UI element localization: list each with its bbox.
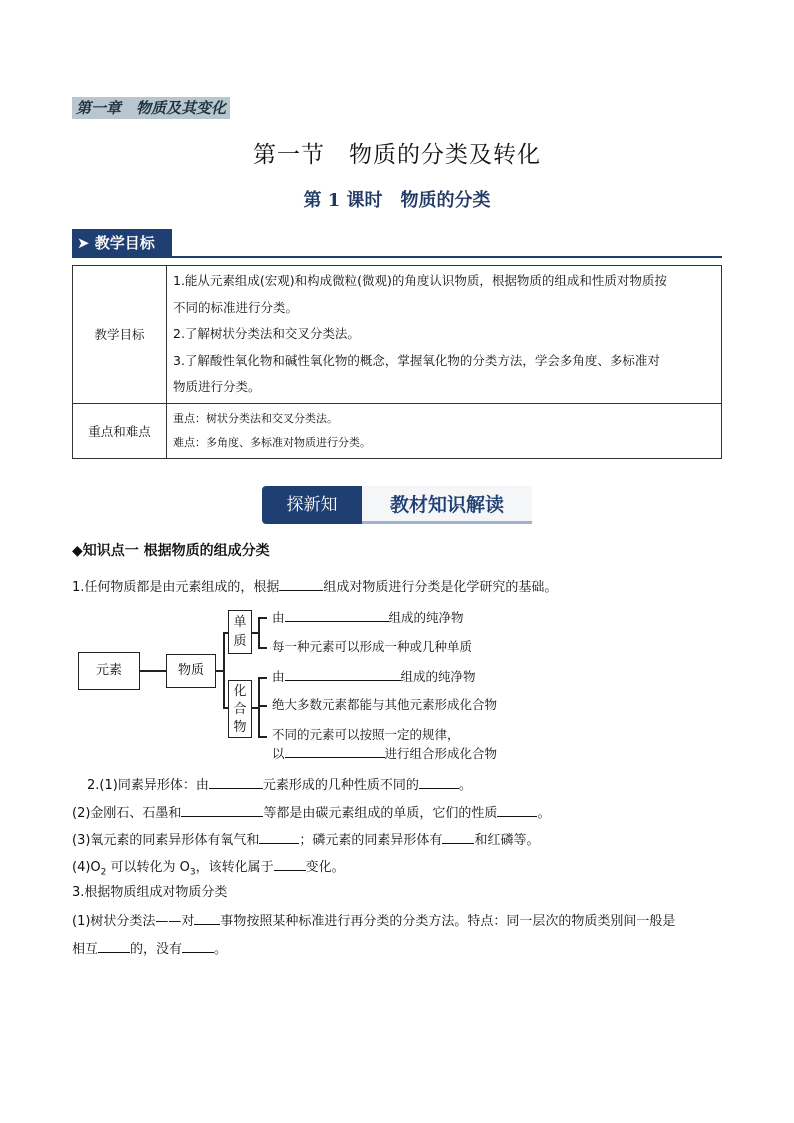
keypoint-line: 重点：树状分类法和交叉分类法。 [173, 411, 338, 425]
text: 的，没有 [130, 942, 183, 957]
connector-line [258, 677, 267, 679]
paragraph-3 [72, 802, 550, 824]
connector-line [258, 677, 260, 737]
text: 元素形成的几种性质不同的 [262, 778, 419, 793]
text: 。 [214, 942, 228, 957]
danzhi-box: 单质 [228, 610, 252, 654]
connector-line [258, 617, 260, 648]
connector-line [258, 647, 267, 649]
paragraph-6: 3.根据物质组成对物质分类 [72, 885, 228, 900]
text: 和红磷等。 [474, 833, 540, 848]
huahewu-rule: 不同的元素可以按照一定的规律， [272, 727, 460, 742]
lesson-title: 第 1 课时 物质的分类 [303, 190, 491, 211]
goals-divider [72, 256, 722, 258]
danzhi-def [272, 608, 464, 627]
keypoints-content [167, 403, 722, 458]
wuzhi-box: 物质 [166, 654, 216, 688]
fill-blank[interactable] [419, 774, 459, 789]
text: 可以转化为 O [106, 860, 190, 875]
fill-blank[interactable] [259, 829, 299, 844]
section-banner [262, 486, 532, 524]
knowledge-point-heading: ◆知识点一 根据物质的组成分类 [72, 543, 270, 559]
objectives-label: 教学目标 [73, 266, 167, 404]
text: 组成的纯净物 [388, 610, 464, 625]
paragraph-1 [72, 576, 557, 598]
huahewu-note: 绝大多数元素都能与其他元素形成化合物 [272, 697, 498, 712]
text: (2)金刚石、石墨和 [72, 806, 182, 821]
text: (3)氧元素的同素异形体有氧气和 [72, 833, 260, 848]
danzhi-note: 每一种元素可以形成一种或几种单质 [272, 639, 473, 654]
text: 以 [272, 746, 285, 761]
text: (1)树状分类法——对 [72, 914, 195, 929]
connector-line [258, 617, 267, 619]
text: 由 [272, 669, 285, 684]
objectives-content [167, 266, 722, 404]
objective-line: 3.了解酸性氧化物和碱性氧化物的概念，掌握氧化物的分类方法，学会多角度、多标准对 [173, 352, 660, 368]
fill-blank[interactable] [274, 856, 306, 871]
fill-blank[interactable] [209, 774, 263, 789]
text: 进行组合形成化合物 [384, 746, 498, 761]
banner-right: 教材知识解读 [362, 486, 532, 524]
paragraph-7 [72, 910, 675, 932]
connector-line [223, 632, 225, 708]
paragraph-2 [87, 774, 472, 796]
subscript: 2 [100, 867, 107, 878]
paragraph-5 [72, 856, 345, 883]
connector-line [258, 736, 267, 738]
text: 等都是由碳元素组成的单质，它们的性质 [263, 806, 498, 821]
huahewu-def [272, 667, 476, 686]
connector-line [258, 705, 267, 707]
fill-blank[interactable] [285, 667, 401, 681]
fill-blank[interactable] [279, 576, 323, 591]
subscript: 3 [189, 867, 196, 878]
text: (4)O [72, 860, 101, 875]
text: 由 [272, 610, 285, 625]
goals-badge: ➤ 教学目标 [72, 229, 172, 257]
fill-blank[interactable] [497, 802, 537, 817]
text: 相互 [72, 942, 99, 957]
fill-blank[interactable] [194, 910, 220, 925]
paragraph-8 [72, 938, 227, 960]
fill-blank[interactable] [182, 938, 214, 953]
section-title: 第一节 物质的分类及转化 [253, 142, 541, 168]
objective-line: 不同的标准进行分类。 [173, 299, 299, 315]
huahewu-box: 化合物 [228, 680, 252, 738]
text: 。 [537, 806, 551, 821]
keypoints-label: 重点和难点 [73, 403, 167, 458]
connector-line [140, 670, 166, 672]
text: ；磷元素的同素异形体有 [299, 833, 443, 848]
text: 组成对物质进行分类是化学研究的基础。 [323, 580, 558, 595]
objective-line: 物质进行分类。 [173, 379, 261, 394]
chapter-label: 第一章 物质及其变化 [72, 97, 230, 119]
fill-blank[interactable] [181, 802, 263, 817]
huahewu-rule-2 [272, 744, 497, 763]
text: 变化。 [305, 860, 345, 875]
objective-line: 2.了解树状分类法和交叉分类法。 [173, 326, 360, 341]
fill-blank[interactable] [98, 938, 130, 953]
banner-left: 探新知 [262, 486, 362, 524]
objectives-table [72, 265, 722, 459]
objective-line: 1.能从元素组成(宏观)和构成微粒(微观)的角度认识物质，根据物质的组成和性质对物质按 [173, 273, 667, 288]
yuansu-box: 元素 [78, 652, 140, 690]
text: 2.(1)同素异形体：由 [87, 778, 209, 793]
keypoint-line: 难点：多角度、多标准对物质进行分类。 [173, 435, 371, 449]
text: 1.任何物质都是由元素组成的，根据 [72, 580, 280, 595]
paragraph-4 [72, 829, 539, 851]
text: ，该转化属于 [195, 860, 274, 875]
fill-blank[interactable] [442, 829, 474, 844]
text: 事物按照某种标准进行再分类的分类方法。特点：同一层次的物质类别间一般是 [220, 914, 676, 929]
text: 组成的纯净物 [400, 669, 476, 684]
text: 。 [458, 778, 472, 793]
fill-blank[interactable] [285, 744, 385, 758]
fill-blank[interactable] [285, 608, 389, 622]
